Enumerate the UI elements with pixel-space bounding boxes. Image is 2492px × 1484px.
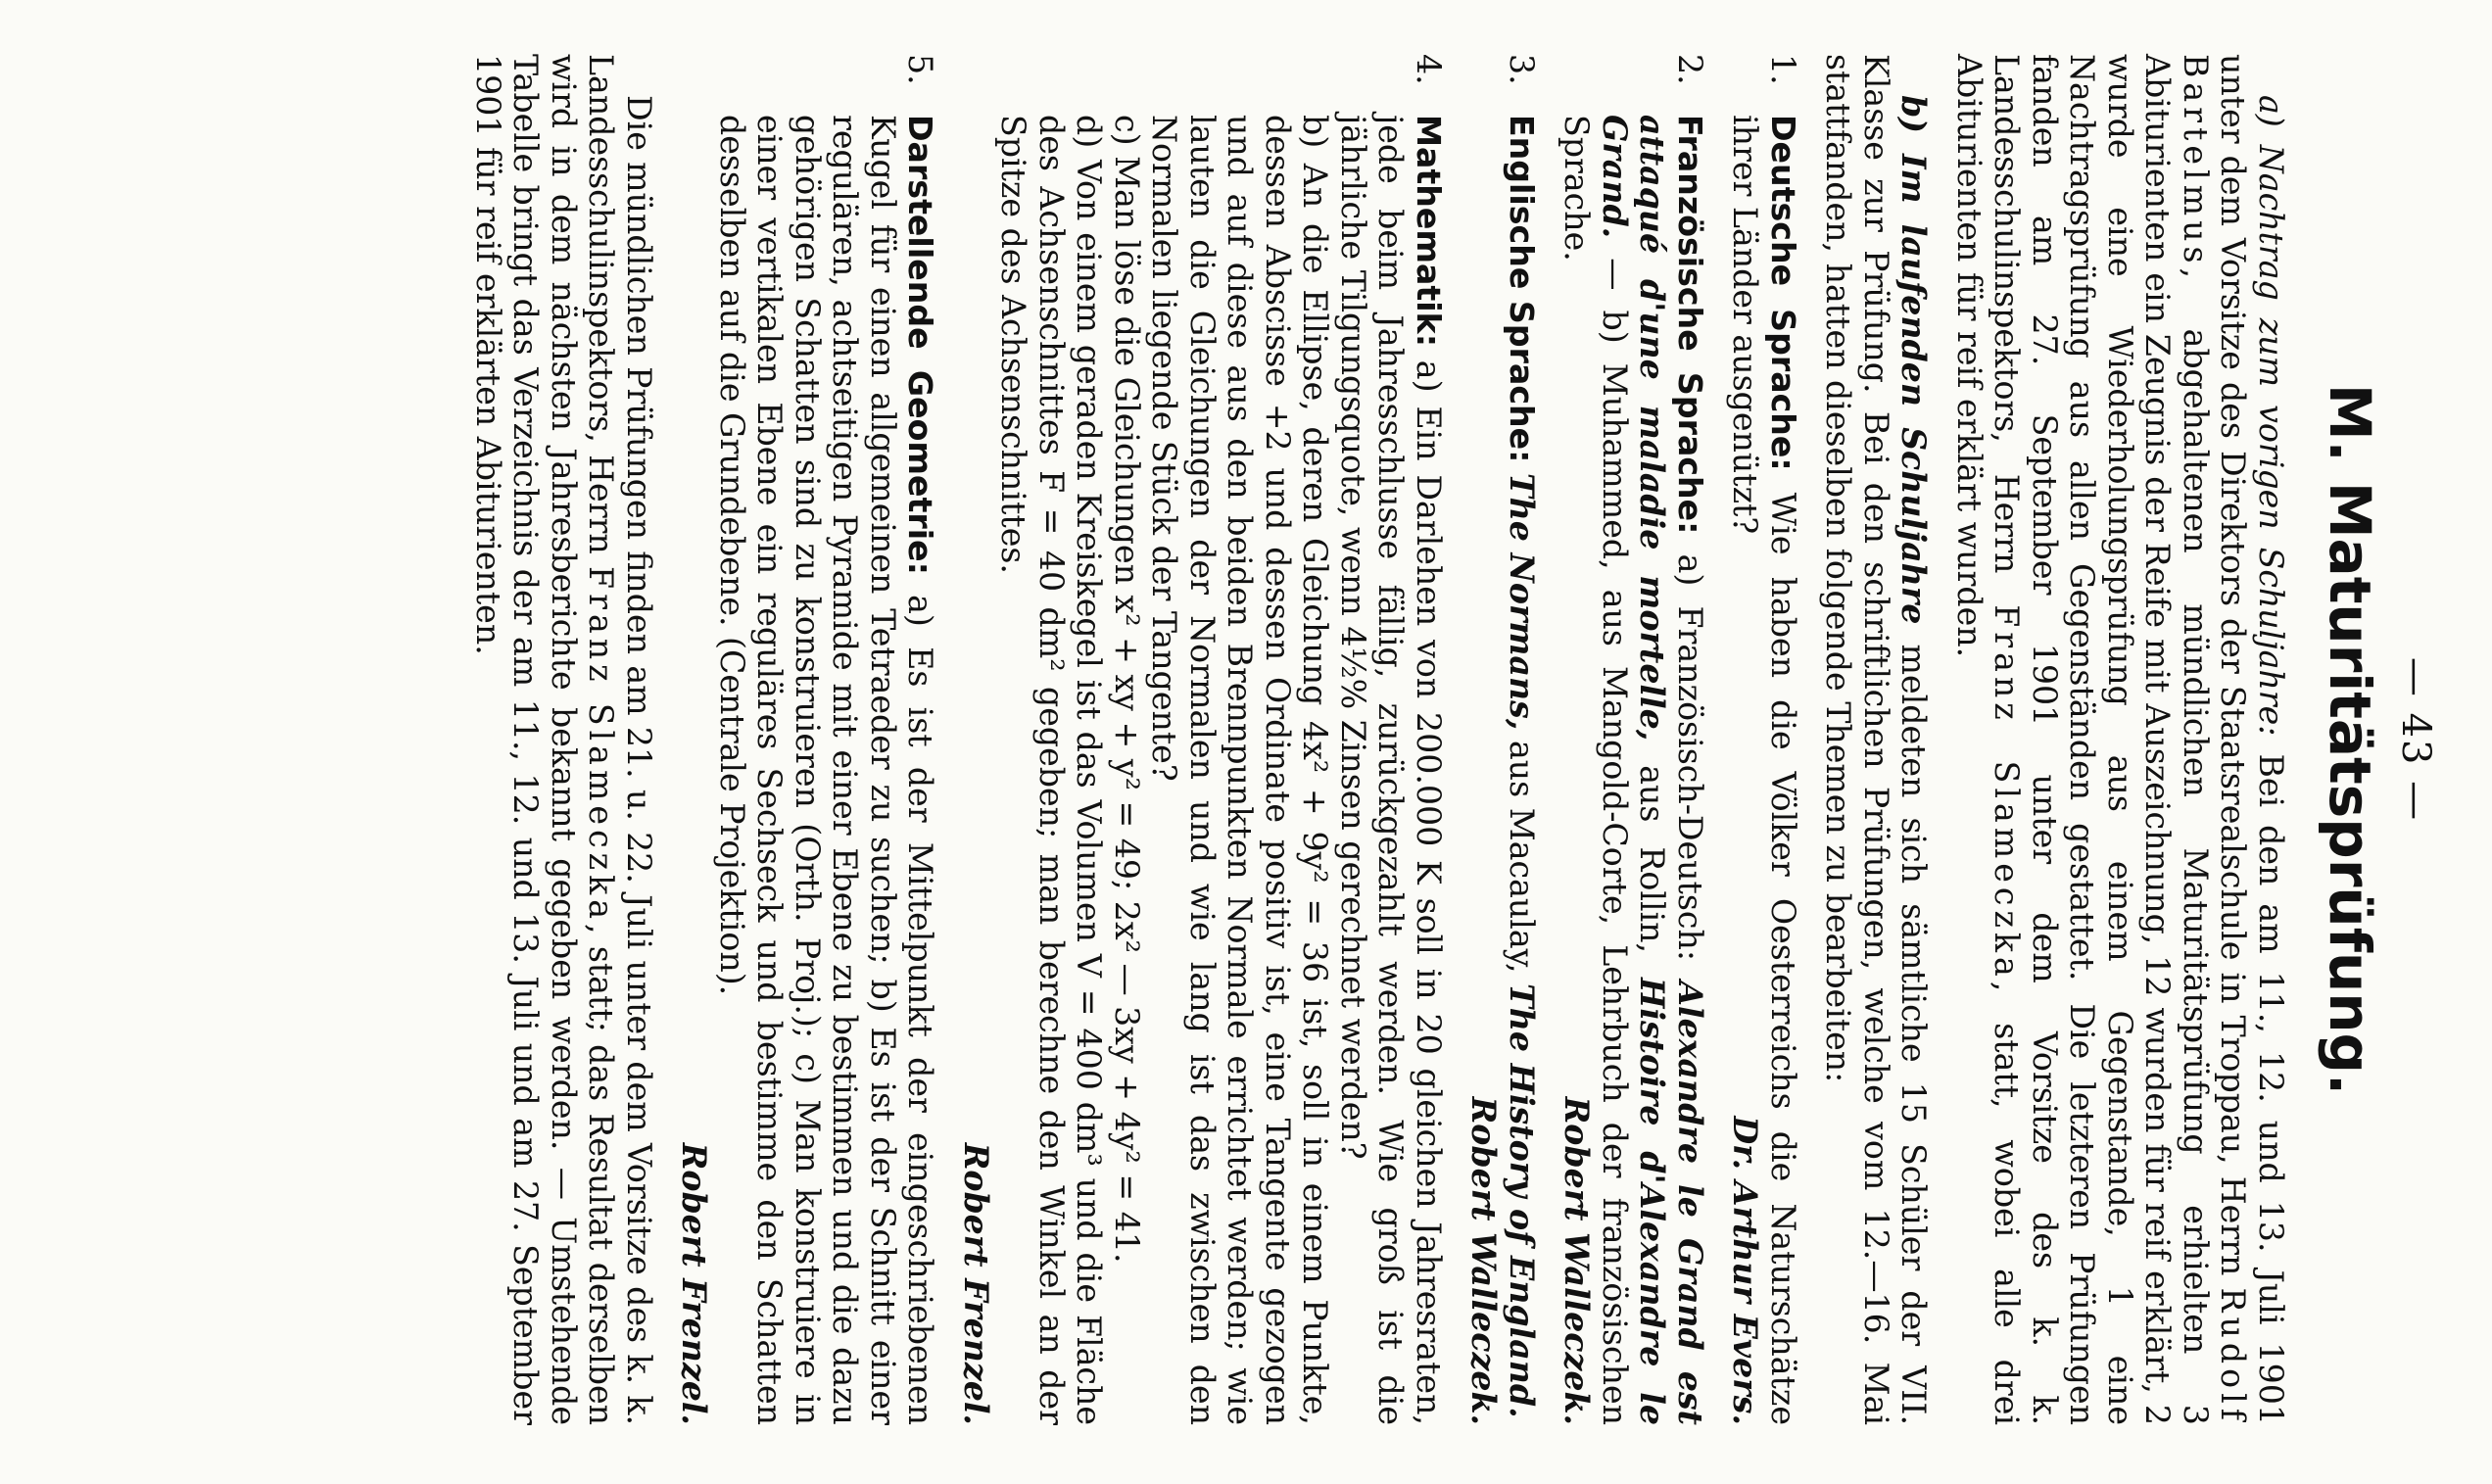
intro-b-text: meldeten sich sämtliche 15 Schüler der VII. Klasse zur Prüfung. Bei den schriftlichen Prüfungen, welche vom 12.—16. Mai stattfanden, hatten dieselben folgende Themen zu bearbeiten:: [1819, 54, 1934, 1425]
intro-b-label: b) Im laufenden Schuljahre: [1894, 95, 1934, 625]
subject-number: 2.: [1671, 54, 1709, 85]
subject-text-1: aus Macaulay,: [1503, 740, 1541, 974]
subject-work-1: The Normans,: [1503, 472, 1541, 731]
section-title: M. Maturitätsprüfung.: [2317, 383, 2383, 1096]
subject-text-2: aus Rollin,: [1633, 765, 1672, 954]
closing-text-2: , statt; das Resultat derselben wird in dem nächsten Jahresberichte bekannt gegeben werden. — Umstehende Tabelle bringt das Verzeichnis der am 11., 12. und 13. Juli und am 27. September 1901 für reif erklärten Abiturienten.: [469, 54, 621, 1426]
subject-text: Wie haben die Völker Oesterreichs die Naturschätze ihrer Länder ausgenützt?: [1726, 115, 1802, 1425]
subject-number: 3.: [1503, 54, 1541, 85]
subject-author: Robert Walleczek.: [1558, 1096, 1597, 1425]
subject-french: [1558, 54, 1708, 1425]
subject-english: [1464, 54, 1540, 1425]
intro-a-text-1: Bei den am 11., 12. und 13. Juli 1901 unter dem Vorsitze des Direktors der Staatsrealschule in Troppau, Herrn: [2214, 54, 2290, 1425]
subject-label: Englische Sprache:: [1503, 115, 1541, 463]
subject-label: Mathematik:: [1410, 115, 1448, 347]
subject-work-1: Alexandre le Grand est attaqué d'une maladie mortelle,: [1633, 115, 1709, 1425]
subject-text-3: — b) Muhammed, aus Mangold-Corte, Lehrbuch der französischen Sprache.: [1558, 115, 1634, 1425]
intro-paragraph-a: [1950, 54, 2290, 1425]
intro-paragraph-b: [1819, 54, 1933, 1425]
intro-a-label: a) Nachtrag zum vorigen Schuljahre:: [2252, 95, 2290, 737]
subject-descriptive-geometry: [675, 54, 939, 1425]
subject-german: [1726, 54, 1801, 1425]
closing-paragraph: [469, 54, 658, 1425]
intro-a-name-1: Rudolf Bartelmus: [2177, 54, 2253, 1425]
subject-mathematics: [957, 54, 1448, 1425]
intro-a-text-3: , statt, wobei alle drei Abiturienten für reif erklärt wurden.: [1950, 54, 2027, 1426]
subject-author: Robert Frenzel.: [957, 1142, 995, 1425]
subject-number: 5.: [901, 54, 940, 85]
closing-text-1: Die mündlichen Prüfungen finden am 21. u. 22. Juli unter dem Vorsitze des k. k. Landesschulinspektors, Herrn: [582, 54, 658, 1425]
subject-text-1: a) Französisch-Deutsch:: [1671, 553, 1709, 962]
closing-name: Franz Slameczka: [582, 566, 621, 925]
math-task-d: d) Von einem geraden Kreiskegel ist das Volumen V = 400 dm³ und die Fläche des Achsenschnittes F = 40 dm² gegeben; man berechne den Winkel an der Spitze des Achsenschnittes.: [994, 115, 1109, 1425]
subject-number: 4.: [1410, 54, 1448, 85]
subject-author: Dr. Arthur Evers.: [1726, 1116, 1765, 1425]
subject-work-2: The History of England.: [1503, 983, 1541, 1418]
math-task-c: c) Man löse die Gleichungen x² + xy + y² = 49; 2x² — 3xy + 4y² = 41.: [1108, 115, 1146, 1264]
math-task-a: a) Ein Darlehen von 200.000 K soll in 20 gleichen Jahresraten, jede beim Jahresschlusse fällig, zurückgezahlt werden. Wie groß ist die jährliche Tilgungsquote, wenn 4½% Zinsen gerechnet werden?: [1334, 115, 1448, 1425]
subject-work-2: Histoire d'Alexandre le Grand.: [1596, 115, 1672, 1425]
subject-label: Französische Sprache:: [1671, 115, 1709, 535]
intro-a-text-2: , abgehaltenen mündlichen Maturitätsprüfung erhielten 3 Abiturienten ein Zeugnis der Reife mit Auszeichnung, 12 wurden für reif erklärt, 2 wurde eine Wiederholungsprüfung aus einem Gegenstande, 1 eine Nachtragsprüfung aus allen Gegenständen gestattet. Die letzteren Prüfungen fanden am 27. September 1901 unter dem Vorsitze des k. k. Landesschulinspektors, Herrn: [1988, 54, 2215, 1425]
subject-number: 1.: [1764, 54, 1802, 85]
subject-author: Robert Frenzel.: [675, 1142, 714, 1425]
page-number: — 43 —: [2393, 656, 2438, 823]
subject-author: Robert Walleczek.: [1464, 1096, 1504, 1425]
subject-text: a) Es ist der Mittelpunkt der eingeschriebenen Kugel für einen allgemeinen Tetraeder zu suchen; b) Es ist der Schnitt einer regulären, achtseitigen Pyramide mit einer Ebene zu bestimmen und die dazu gehörigen Schatten sind zu konstruieren (Orth. Proj.); c) Man konstruiere in einer vertikalen Ebene ein reguläres Sechseck und bestimme den Schatten desselben auf die Grundebene. (Centrale Projektion).: [713, 115, 940, 1425]
subject-label: Darstellende Geometrie:: [901, 115, 940, 575]
subject-label: Deutsche Sprache:: [1764, 115, 1802, 471]
math-task-b: b) An die Ellipse, deren Gleichung 4x² + 9y² = 36 ist, soll in einem Punkte, dessen Abscisse +2 und dessen Ordinate positiv ist, eine Tangente gezogen und auf diese aus den beiden Brennpunkten Normale errichtet werden; wie lauten die Gleichungen der Normalen und wie lang ist das zwischen den Normalen liegende Stück der Tangente?: [1145, 115, 1335, 1425]
intro-a-name-2: Franz Slameczka: [1988, 604, 2027, 981]
